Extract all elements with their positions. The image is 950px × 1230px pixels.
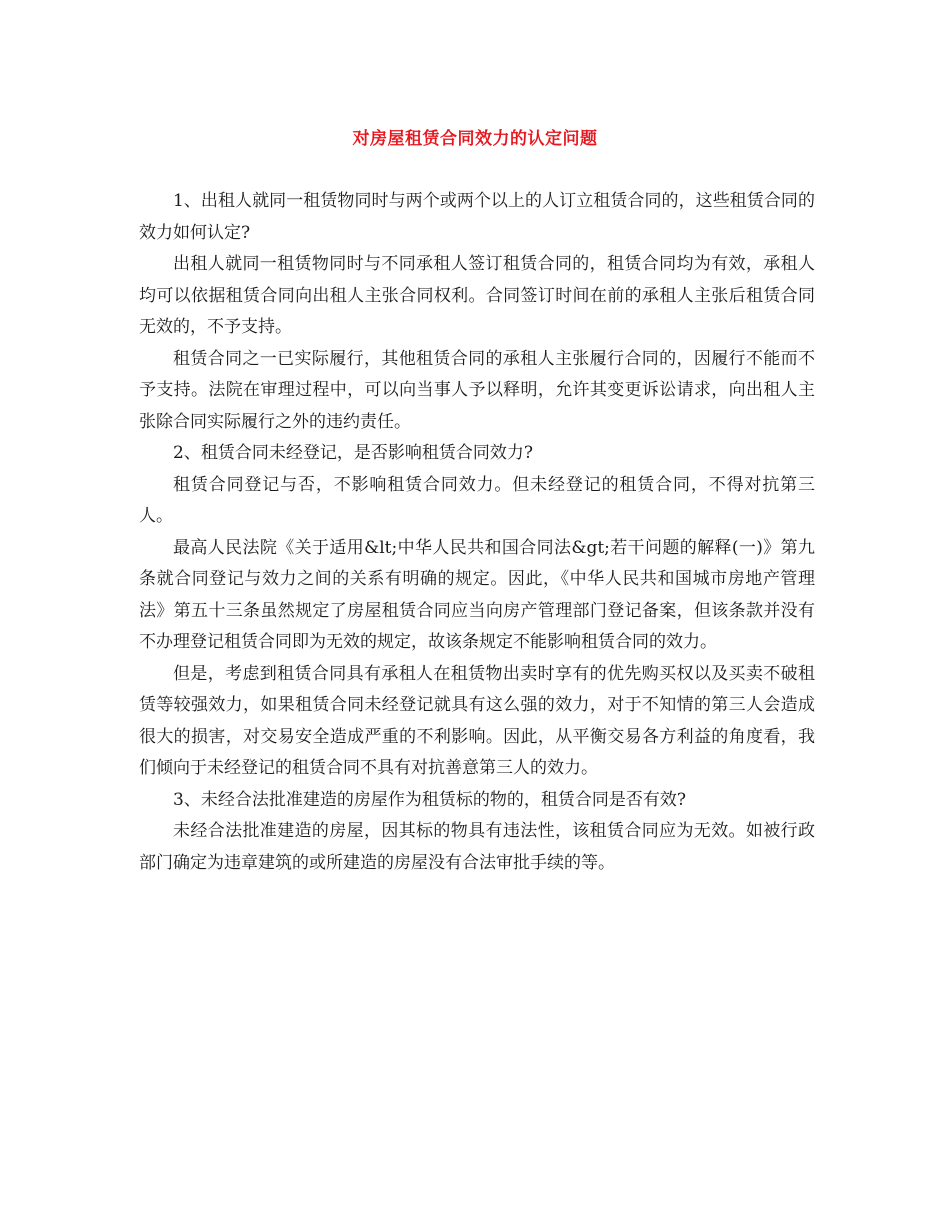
- paragraph: 租赁合同登记与否，不影响租赁合同效力。但未经登记的租赁合同，不得对抗第三人。: [139, 474, 815, 526]
- paragraph: 最高人民法院《关于适用&lt;中华人民共和国合同法&gt;若干问题的解释(一)》第九条就合同登记与效力之间的关系有明确的规定。因此，《中华人民共和国城市房地产管理法》第五十三条虽然规定了房屋租赁合同应当向房产管理部门登记备案，但该条款并没有不办理登记租赁合同即为无效的规定，故该条规定不能影响租赁合同的效力。: [139, 537, 815, 652]
- paragraph-question-2: 2、租赁合同未经登记，是否影响租赁合同效力?: [173, 443, 533, 463]
- document-title: 对房屋租赁合同效力的认定问题: [352, 129, 598, 149]
- paragraph: 租赁合同之一已实际履行，其他租赁合同的承租人主张履行合同的，因履行不能而不予支持。法院在审理过程中，可以向当事人予以释明，允许其变更诉讼请求，向出租人主张除合同实际履行之外的违约责任。: [139, 348, 815, 432]
- document-body: [139, 186, 815, 879]
- paragraph: 出租人就同一租赁物同时与不同承租人签订租赁合同的，租赁合同均为有效，承租人均可以依据租赁合同向出租人主张合同权利。合同签订时间在前的承租人主张后租赁合同无效的，不予支持。: [139, 254, 815, 337]
- paragraph-question-3: 3、未经合法批准建造的房屋作为租赁标的物的，租赁合同是否有效?: [173, 789, 686, 810]
- paragraph-question-1: 1、出租人就同一租赁物同时与两个或两个以上的人订立租赁合同的，这些租赁合同的效力如何认定?: [139, 191, 815, 243]
- paragraph: 未经合法批准建造的房屋，因其标的物具有违法性，该租赁合同应为无效。如被行政部门确定为违章建筑的或所建造的房屋没有合法审批手续的等。: [139, 821, 815, 873]
- paragraph: 但是，考虑到租赁合同具有承租人在租赁物出卖时享有的优先购买权以及买卖不破租赁等较强效力，如果租赁合同未经登记就具有这么强的效力，对于不知情的第三人会造成很大的损害，对交易安全造成严重的不利影响。因此，从平衡交易各方利益的角度看，我们倾向于未经登记的租赁合同不具有对抗善意第三人的效力。: [139, 663, 815, 778]
